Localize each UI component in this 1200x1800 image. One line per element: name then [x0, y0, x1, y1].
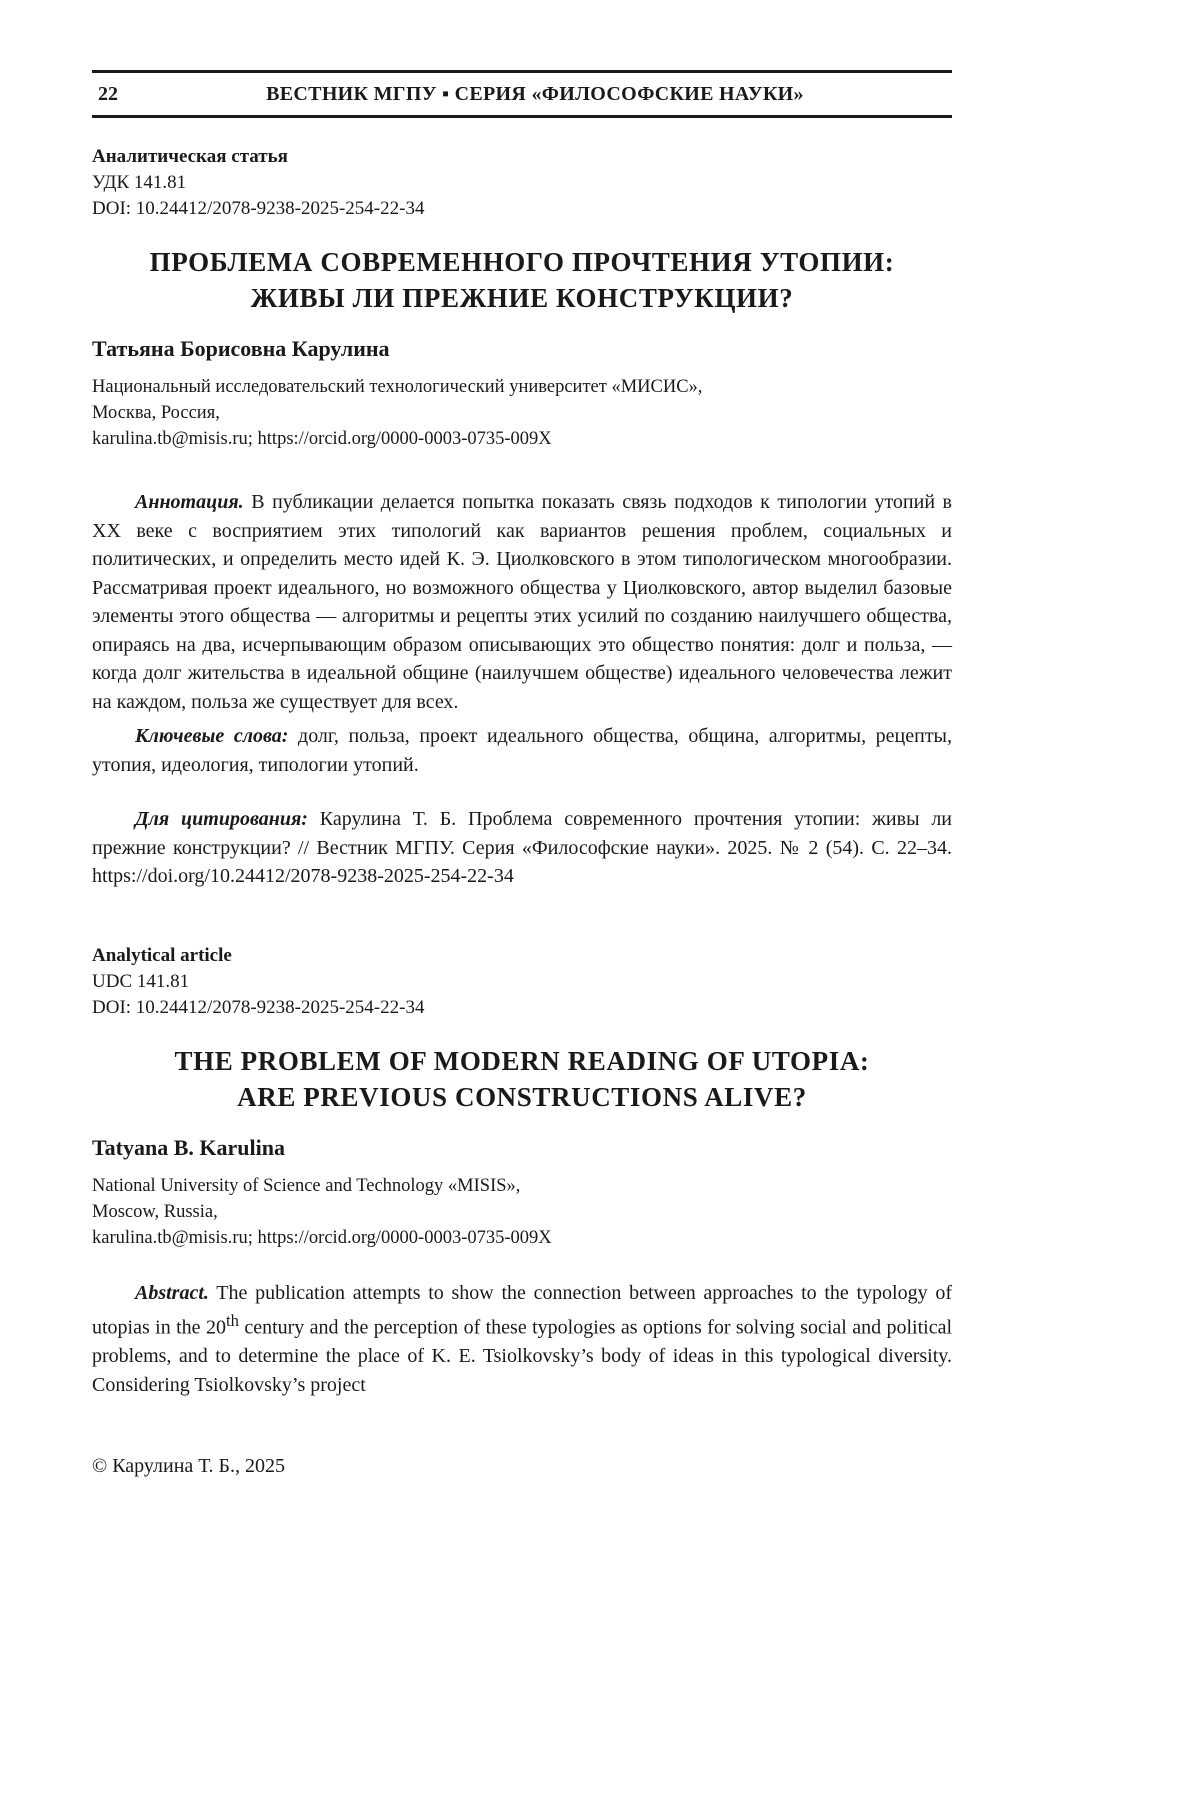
en-contacts: karulina.tb@misis.ru; https://orcid.org/0000-0003-0735-009X	[92, 1227, 552, 1248]
ru-article-type: Аналитическая статья	[92, 146, 288, 167]
ru-title-line-2: ЖИВЫ ЛИ ПРЕЖНИЕ КОНСТРУКЦИИ?	[250, 283, 794, 313]
en-doi: DOI: 10.24412/2078-9238-2025-254-22-34	[92, 996, 425, 1018]
en-article-title	[92, 1043, 952, 1115]
copyright-notice: © Карулина Т. Б., 2025	[92, 1455, 285, 1477]
ru-contacts: karulina.tb@misis.ru; https://orcid.org/0000-0003-0735-009X	[92, 429, 552, 449]
ru-author: Татьяна Борисовна Карулина	[92, 336, 390, 361]
en-abstract-label: Abstract.	[135, 1281, 209, 1304]
en-abstract-superscript: th	[225, 1311, 239, 1330]
en-abstract-text-2: century and the perception of these typologies as options for solving social and political problems, and to determine the place of K. E. Tsiolkovsky’s body of ideas in this typological diversity. Considering Tsiolkovsky’s project	[92, 1316, 953, 1396]
ru-affiliation-block	[92, 374, 952, 452]
ru-title-line-1: ПРОБЛЕМА СОВРЕМЕННОГО ПРОЧТЕНИЯ УТОПИИ:	[149, 247, 895, 277]
en-affiliation-block	[92, 1173, 952, 1251]
running-header	[92, 73, 952, 115]
ru-citation	[92, 805, 952, 891]
ru-citation-label: Для цитирования:	[135, 808, 308, 830]
en-title-line-2: ARE PREVIOUS CONSTRUCTIONS ALIVE?	[237, 1081, 807, 1112]
en-location: Moscow, Russia,	[92, 1201, 218, 1222]
en-author: Tatyana B. Karulina	[92, 1134, 285, 1160]
en-article-type: Analytical article	[92, 944, 232, 966]
article-page	[92, 70, 952, 1399]
ru-citation-text: Карулина Т. Б. Проблема современного прочтения утопии: живы ли прежние конструкции? // Вестник МГПУ. Серия «Философские науки». 2025. № 2 (54). С. 22–34. https://doi.org/10.24412/2078-9238-2025-254-22-34	[92, 808, 953, 887]
ru-doi: DOI: 10.24412/2078-9238-2025-254-22-34	[92, 198, 425, 219]
page-number: 22	[98, 82, 118, 105]
ru-keywords	[92, 722, 952, 779]
ru-location: Москва, Россия,	[92, 403, 220, 423]
header-bottom-rule	[92, 115, 952, 118]
ru-affiliation: Национальный исследовательский технологический университет «МИСИС»,	[92, 377, 703, 397]
en-title-line-1: THE PROBLEM OF MODERN READING OF UTOPIA:	[174, 1045, 870, 1076]
journal-title: ВЕСТНИК МГПУ ▪ СЕРИЯ «ФИЛОСОФСКИЕ НАУКИ»	[266, 82, 804, 105]
en-affiliation: National University of Science and Technology «MISIS»,	[92, 1175, 521, 1196]
ru-udc: УДК 141.81	[92, 172, 187, 193]
ru-abstract-text: В публикации делается попытка показать связь подходов к типологии утопий в XX веке с восприятием этих типологий как вариантов решения проблем, социальных и политических, и определить место идей К. Э. Циолковского в этом типологическом многообразии. Рассматривая проект идеального, но возможного общества у Циолковского, автор выделил базовые элементы этого общества — алгоритмы и рецепты этих усилий по созданию наилучшего общества, опираясь на два, исчерпывающим образом описывающих это общество понятия: долг и польза, — когда долг жительства в идеальной общине (наилучшем обществе) идеального человечества лежит на каждом, польза же существует для всех.	[92, 491, 953, 713]
en-metadata	[92, 943, 952, 1021]
ru-keywords-label: Ключевые слова:	[135, 725, 289, 747]
ru-article-title	[92, 244, 952, 316]
en-abstract-text-1: The publication attempts to show the connection between approaches to the typology of utopias in the 20	[92, 1281, 952, 1339]
ru-abstract-label: Аннотация.	[135, 491, 244, 513]
ru-keywords-text: долг, польза, проект идеального общества, община, алгоритмы, рецепты, утопия, идеология, типологии утопий.	[92, 725, 952, 776]
en-udc: UDC 141.81	[92, 970, 190, 992]
en-abstract	[92, 1279, 952, 1400]
ru-abstract	[92, 488, 952, 716]
ru-metadata	[92, 144, 952, 222]
